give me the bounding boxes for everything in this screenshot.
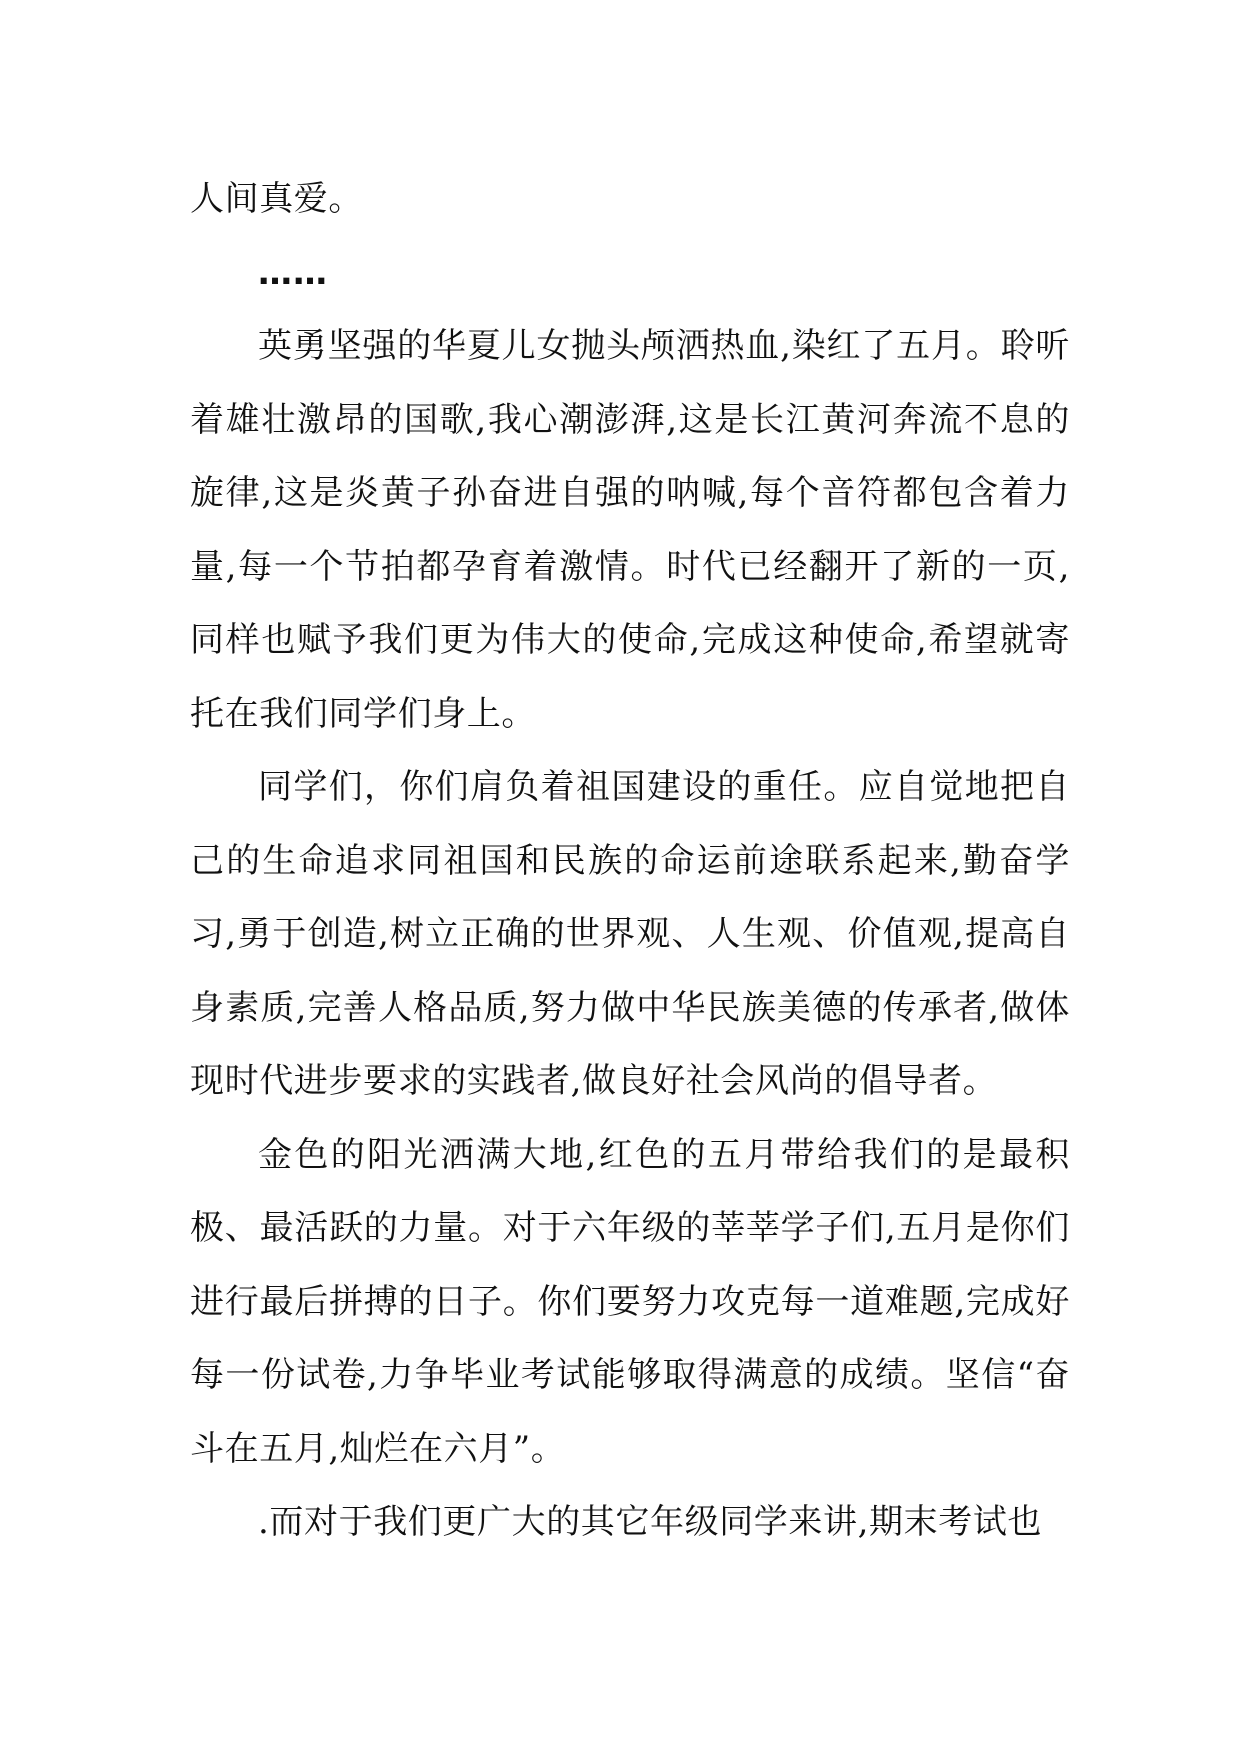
paragraph-students-responsibility: 同学们，你们肩负着祖国建设的重任。应自觉地把自己的生命追求同祖国和民族的命运前途联系起来,勤奋学习,勇于创造,树立正确的世界观、人生观、价值观,提高自身素质,完善人格品质,努力做中华民族美德的传承者,做体现时代进步要求的实践者,做良好社会风尚的倡导者。 bbox=[190, 767, 1070, 1101]
paragraph-sixth-grade: 金色的阳光洒满大地,红色的五月带给我们的是最积极、最活跃的力量。对于六年级的莘莘学子们,五月是你们进行最后拼搏的日子。你们要努力攻克每一道难题,完成好每一份试卷,力争毕业考试能够取得满意的成绩。坚信“奋斗在五月,灿烂在六月”。 bbox=[190, 1134, 1070, 1469]
paragraph-may-heroes: 英勇坚强的华夏儿女抛头颅洒热血,染红了五月。聆听着雄壮激昂的国歌,我心潮澎湃,这是长江黄河奔流不息的旋律,这是炎黄子孙奋进自强的呐喊,每个音符都包含着力量,每一个节拍都孕育着激情。时代已经翻开了新的一页,同样也赋予我们更为伟大的使命,完成这种使命,希望就寄托在我们同学们身上。 bbox=[190, 326, 1070, 734]
paragraph-continuation: 人间真爱。 bbox=[190, 179, 363, 219]
paragraph-other-grades: .而对于我们更广大的其它年级同学来讲,期末考试也 bbox=[258, 1502, 1043, 1542]
paragraph-ellipsis: …… bbox=[258, 252, 328, 293]
document-body bbox=[190, 163, 1070, 1560]
